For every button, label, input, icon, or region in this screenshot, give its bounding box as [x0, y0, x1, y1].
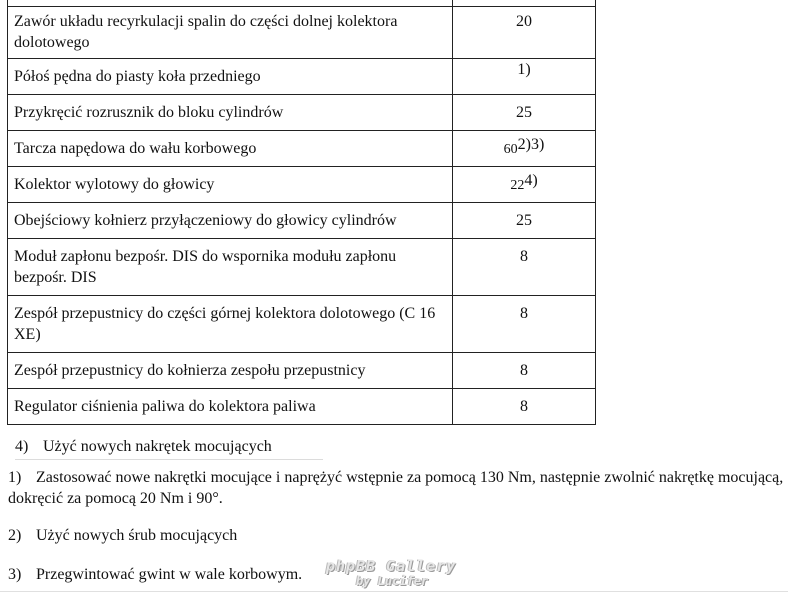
footnote-1 [8, 467, 788, 509]
value-number: 22 [510, 178, 525, 193]
table-cell-value: 8 [453, 239, 596, 296]
divider [0, 591, 788, 592]
footnote-ref: 4) [524, 172, 538, 189]
table-cell-value: 25 [453, 95, 596, 131]
table-cell-value [453, 59, 596, 95]
footnote-ref: 2)3) [517, 136, 545, 153]
table-row [8, 59, 596, 95]
table-cell-description: Przykręcić rozrusznik do bloku cylindrów [8, 95, 453, 131]
watermark-title: phpBB Gallery [326, 557, 457, 575]
torque-table [7, 0, 596, 425]
table-cell-description: Półoś pędna do piasty koła przedniego [8, 59, 453, 95]
footnote-number: 3) [8, 566, 22, 583]
table-cell-value: 20 [453, 7, 596, 59]
footnote-number: 4) [15, 438, 29, 455]
table-row [8, 203, 596, 239]
table-cell-description: Zawór układu recyrkulacji spalin do części dolnej kolektora dolotowego [8, 7, 453, 59]
table-row [8, 131, 596, 167]
footnote-3 [8, 564, 302, 585]
table-cell-value: 8 [453, 389, 596, 425]
table-row [8, 7, 596, 59]
footnote-text: Zastosować nowe nakrętki mocujące i naprężyć wstępnie za pomocą 130 Nm, następnie zwolnić nakrętkę mocującą, dokręcić za pomocą 20 Nm i 90°. [8, 469, 784, 507]
footnote-text: Użyć nowych śrub mocujących [36, 527, 238, 544]
footnote-ref: 1) [517, 61, 531, 78]
table-cell-description: Tarcza napędowa do wału korbowego [8, 131, 453, 167]
table-cell-value [453, 167, 596, 203]
table-cell-value [453, 131, 596, 167]
table-cell-description: Zespół przepustnicy do kołnierza zespołu przepustnicy [8, 353, 453, 389]
footnote-number: 2) [8, 527, 22, 544]
table-cell-description: Kolektor wylotowy do głowicy [8, 167, 453, 203]
footnote-number: 1) [8, 469, 22, 486]
table-cell-description: Obejściowy kołnierz przyłączeniowy do głowicy cylindrów [8, 203, 453, 239]
table-cell-description: Regulator ciśnienia paliwa do kolektora paliwa [8, 389, 453, 425]
table-row [8, 296, 596, 353]
table-row [8, 95, 596, 131]
footnote-text: Użyć nowych nakrętek mocujących [43, 438, 272, 455]
table-cell-value: 8 [453, 296, 596, 353]
table-row [8, 389, 596, 425]
footnote-2 [8, 525, 237, 546]
table-cell-description: Moduł zapłonu bezpośr. DIS do wspornika modułu zapłonu bezpośr. DIS [8, 239, 453, 296]
watermark-author: by Lucifer [356, 574, 429, 588]
watermark [326, 559, 456, 589]
table-row [8, 239, 596, 296]
value-number: 60 [503, 142, 518, 157]
table-cell-value: 8 [453, 353, 596, 389]
table-row [8, 167, 596, 203]
footnote-text: Przegwintować gwint w wale korbowym. [36, 566, 303, 583]
table-cell-description: Zespół przepustnicy do części górnej kolektora dolotowego (C 16 XE) [8, 296, 453, 353]
footnote-4 [15, 436, 323, 460]
table-cell-value: 25 [453, 203, 596, 239]
table-row [8, 353, 596, 389]
